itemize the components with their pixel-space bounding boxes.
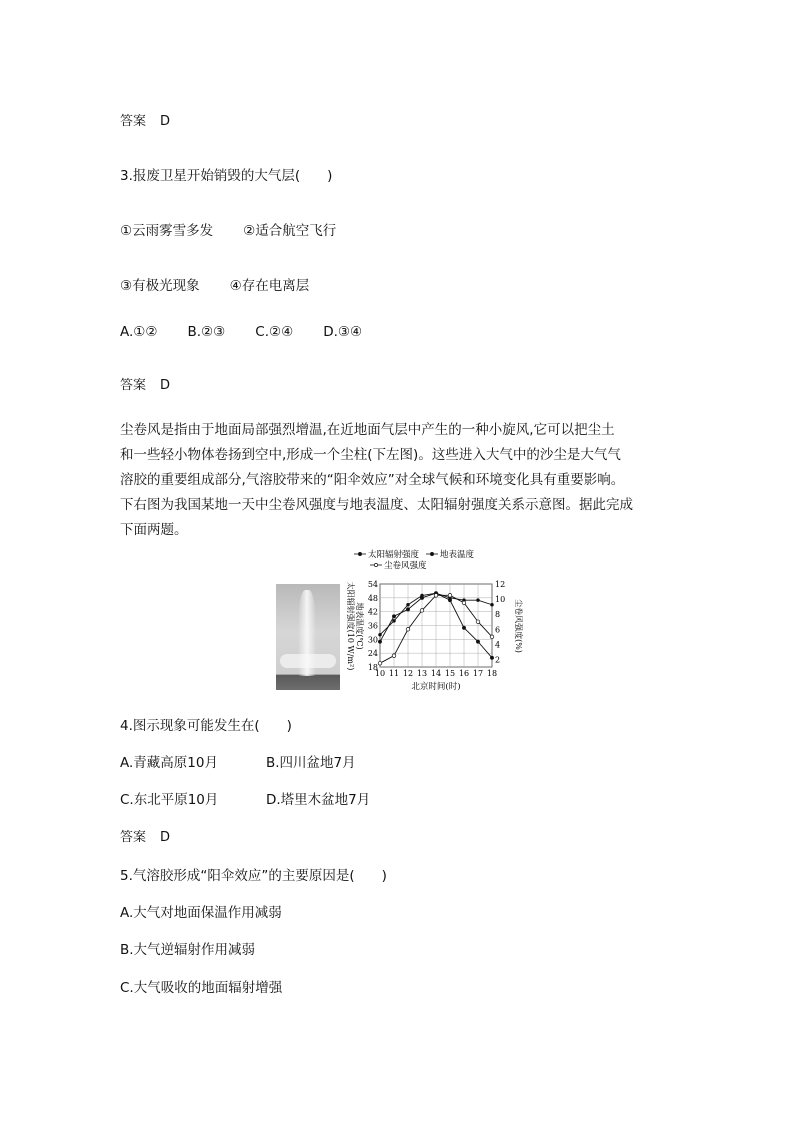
question-3-options xyxy=(120,324,392,340)
y-label-left-1: 太阳辐射强度(10 W/m²) xyxy=(346,581,355,671)
question-5-option-c: C.大气吸收的地面辐射增强 xyxy=(120,980,283,996)
item-3: ③有极光现象 xyxy=(120,278,200,294)
data-point xyxy=(378,661,382,665)
y-right-tick-label: 12 xyxy=(495,580,506,589)
chart-legend xyxy=(354,549,475,571)
x-tick-label: 11 xyxy=(388,669,400,678)
question-5-option-b: B.大气逆辐射作用减弱 xyxy=(120,942,256,958)
figure xyxy=(274,546,523,694)
y-right-tick-label: 4 xyxy=(495,640,501,650)
item-1: ①云雨雾雪多发 xyxy=(120,223,214,239)
x-tick-label: 14 xyxy=(430,669,442,678)
passage-line: 下右图为我国某地一天中尘卷风强度与地表温度、太阳辐射强度关系示意图。据此完成 xyxy=(120,497,633,513)
data-point xyxy=(379,633,382,636)
answer-line xyxy=(120,110,170,129)
y-left-tick-label: 48 xyxy=(367,593,378,603)
x-tick-label: 15 xyxy=(444,669,456,678)
passage-line: 尘卷风是指由于地面局部强烈增温,在近地面气层中产生的一种小旋风,它可以把尘土 xyxy=(120,422,615,438)
y-left-tick-label: 18 xyxy=(367,663,378,672)
data-point xyxy=(462,601,466,605)
passage-line: 和一些轻小物体卷扬到空中,形成一个尘柱(下左图)。这些进入大气中的沙尘是大气气 xyxy=(120,447,621,463)
legend-label: 尘卷风强度 xyxy=(384,561,427,571)
data-point xyxy=(393,619,396,622)
option-b: B.四川盆地7月 xyxy=(266,755,356,771)
legend-label: 太阳辐射强度 xyxy=(368,550,420,560)
data-point xyxy=(378,640,381,643)
legend-marker xyxy=(358,552,361,555)
question-3-items-row1 xyxy=(120,219,336,239)
y-left-tick-label: 24 xyxy=(367,649,378,659)
legend-marker xyxy=(374,563,377,566)
data-point xyxy=(420,609,424,613)
question-4-stem: 4.图示现象可能发生在( ) xyxy=(120,718,292,734)
question-5-stem: 5.气溶胶形成“阳伞效应”的主要原因是( ) xyxy=(120,868,387,884)
passage-line: 溶胶的重要组成部分,气溶胶带来的“阳伞效应”对全球气候和环境变化具有重要影响。 xyxy=(120,472,625,488)
data-point xyxy=(477,599,480,602)
data-point xyxy=(407,603,410,606)
option-c: C.②④ xyxy=(255,324,294,340)
option-b: B.②③ xyxy=(187,324,226,340)
passage xyxy=(120,418,680,543)
data-point xyxy=(392,615,395,618)
question-3-items-row2 xyxy=(120,274,309,294)
question-4-options-row1 xyxy=(120,751,356,771)
answer-value: D xyxy=(160,830,171,845)
option-d: D.③④ xyxy=(323,324,363,340)
y-right-tick-label: 8 xyxy=(495,610,501,620)
y-left-tick-label: 36 xyxy=(367,621,378,631)
data-point xyxy=(406,608,409,611)
data-point xyxy=(392,654,396,658)
y-right-tick-label: 10 xyxy=(495,595,506,605)
answer-line xyxy=(120,374,170,393)
x-tick-label: 18 xyxy=(486,669,498,678)
legend-marker xyxy=(430,552,433,555)
data-point xyxy=(476,640,479,643)
answer-label: 答案 xyxy=(120,830,147,845)
x-tick-label: 13 xyxy=(416,669,428,678)
answer-line xyxy=(120,826,170,845)
y-label-left-2: 地表温度(℃) xyxy=(355,602,364,650)
y-label-right: 尘卷风强度(%) xyxy=(514,599,523,653)
y-right-tick-label: 2 xyxy=(495,655,501,665)
x-axis-label: 北京时间(时) xyxy=(411,682,461,692)
question-5-option-a: A.大气对地面保温作用减弱 xyxy=(120,905,282,921)
x-tick-label: 12 xyxy=(402,669,414,678)
answer-label: 答案 xyxy=(120,378,147,393)
item-2: ②适合航空飞行 xyxy=(243,223,337,239)
data-point xyxy=(434,594,438,598)
answer-value: D xyxy=(160,114,171,129)
data-point xyxy=(406,627,410,631)
y-left-tick-label: 42 xyxy=(367,607,378,617)
data-point xyxy=(462,626,465,629)
passage-line: 下面两题。 xyxy=(120,522,188,538)
question-3-stem: 3.报废卫星开始销毁的大气层( ) xyxy=(120,168,333,184)
x-tick-label: 17 xyxy=(472,669,484,678)
y-left-tick-label: 54 xyxy=(367,580,378,589)
option-a: A.青藏高原10月 xyxy=(120,755,218,771)
answer-label: 答案 xyxy=(120,114,147,129)
y-left-tick-label: 30 xyxy=(367,635,378,645)
option-d: D.塔里木盆地7月 xyxy=(266,792,371,808)
answer-value: D xyxy=(160,378,171,393)
line-chart xyxy=(274,546,523,694)
item-4: ④存在电离层 xyxy=(229,278,310,294)
data-point xyxy=(476,620,480,624)
y-right-tick-label: 6 xyxy=(495,625,501,635)
option-a: A.①② xyxy=(120,324,158,340)
data-point xyxy=(490,635,494,639)
data-point xyxy=(448,594,452,598)
data-point xyxy=(490,656,493,659)
data-point xyxy=(491,603,494,606)
question-4-options-row2 xyxy=(120,788,370,808)
legend-label: 地表温度 xyxy=(440,550,475,560)
option-c: C.东北平原10月 xyxy=(120,792,219,808)
data-point xyxy=(421,594,424,597)
x-tick-label: 10 xyxy=(374,669,386,678)
x-tick-label: 16 xyxy=(458,669,470,678)
